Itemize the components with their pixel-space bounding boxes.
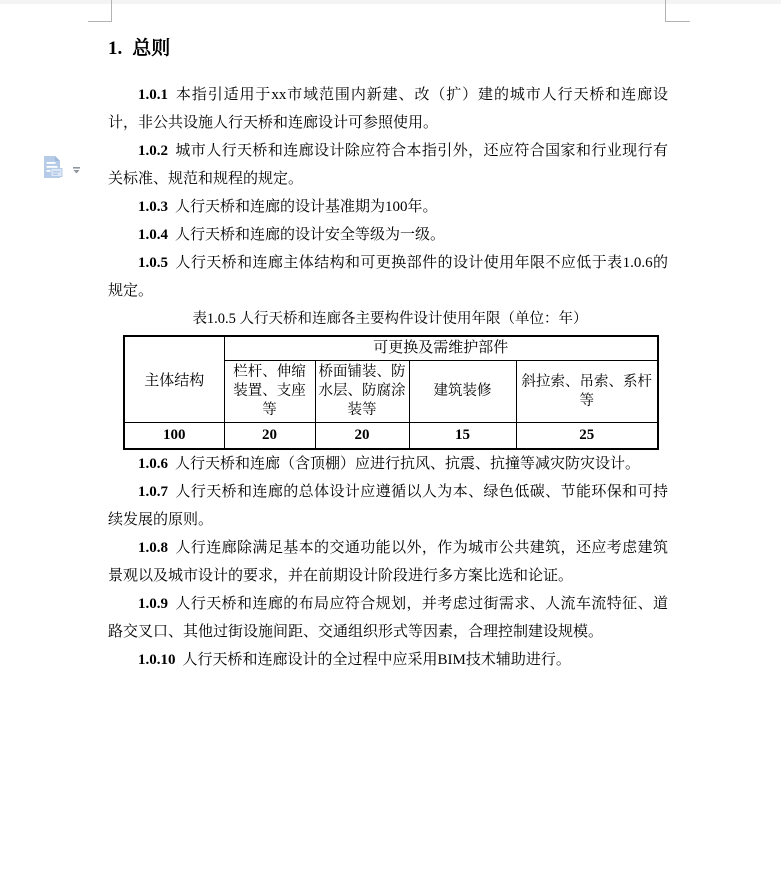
clause-1-0-10 bbox=[108, 646, 668, 674]
clause-number: 1.0.5 bbox=[138, 255, 168, 271]
clause-number: 1.0.8 bbox=[138, 539, 168, 556]
table-header-main-structure: 主体结构 bbox=[124, 336, 224, 423]
table-header-deck-pavement: 桥面铺装、防水层、防腐涂装等 bbox=[315, 361, 409, 423]
clause-1-0-7 bbox=[108, 478, 668, 534]
clause-number: 1.0.4 bbox=[138, 227, 168, 243]
clause-1-0-6 bbox=[108, 450, 668, 478]
clause-1-0-2 bbox=[108, 137, 668, 193]
clause-number: 1.0.10 bbox=[138, 651, 176, 668]
clause-text: 人行天桥和连廊的总体设计应遵循以人为本、绿色低碳、节能环保和可持续发展的原则。 bbox=[108, 483, 668, 528]
clause-1-0-5 bbox=[108, 249, 668, 305]
table-header-cables: 斜拉索、吊索、系杆等 bbox=[516, 361, 658, 423]
table-header-railings: 栏杆、伸缩装置、支座等 bbox=[224, 361, 315, 423]
clause-number: 1.0.6 bbox=[138, 455, 168, 472]
clause-number: 1.0.1 bbox=[138, 87, 168, 103]
text-boundary-crop-mark-left bbox=[88, 0, 112, 22]
clause-1-0-4 bbox=[108, 221, 668, 249]
design-service-life-table bbox=[123, 335, 659, 450]
page-top-edge bbox=[0, 0, 781, 4]
table-header-replaceable-group: 可更换及需维护部件 bbox=[224, 336, 658, 361]
table-value-deck-pavement: 20 bbox=[315, 423, 409, 449]
clause-text: 人行天桥和连廊设计的全过程中应采用BIM技术辅助进行。 bbox=[182, 651, 571, 668]
table-value-main-structure: 100 bbox=[124, 423, 224, 449]
clause-text: 人行天桥和连廊主体结构和可更换部件的设计使用年限不应低于表1.0.6的规定。 bbox=[108, 255, 668, 299]
clause-1-0-3 bbox=[108, 193, 668, 221]
clause-number: 1.0.2 bbox=[138, 143, 168, 159]
table-header-building-decoration: 建筑装修 bbox=[409, 361, 516, 423]
clause-1-0-8 bbox=[108, 534, 668, 590]
table-value-railings: 20 bbox=[224, 423, 315, 449]
clause-text: 人行天桥和连廊（含顶棚）应进行抗风、抗震、抗撞等减灾防灾设计。 bbox=[175, 455, 641, 472]
clause-number: 1.0.9 bbox=[138, 595, 168, 612]
dropdown-arrow-icon bbox=[73, 167, 80, 174]
clause-text: 人行天桥和连廊的布局应符合规划，并考虑过街需求、人流车流特征、道路交叉口、其他过街设施间距、交通组织形式等因素，合理控制建设规模。 bbox=[108, 595, 668, 640]
table-value-cables: 25 bbox=[516, 423, 658, 449]
clause-text: 人行天桥和连廊的设计安全等级为一级。 bbox=[175, 227, 446, 243]
table-caption: 表1.0.5 人行天桥和连廊各主要构件设计使用年限（单位：年） bbox=[192, 311, 588, 327]
clause-1-0-1 bbox=[108, 81, 668, 137]
section-heading bbox=[108, 33, 668, 60]
clause-number: 1.0.3 bbox=[138, 199, 168, 215]
clause-1-0-9 bbox=[108, 590, 668, 646]
clause-text: 人行天桥和连廊的设计基准期为100年。 bbox=[175, 199, 438, 215]
text-boundary-crop-mark-right bbox=[665, 0, 690, 22]
clause-text: 城市人行天桥和连廊设计除应符合本指引外，还应符合国家和行业现行有关标准、规范和规程的规定。 bbox=[108, 143, 668, 187]
paste-options-button[interactable] bbox=[40, 154, 82, 184]
heading-number: 1. bbox=[108, 38, 123, 59]
document-content[interactable] bbox=[108, 30, 668, 674]
heading-title: 总则 bbox=[132, 38, 171, 59]
clause-number: 1.0.7 bbox=[138, 483, 168, 500]
table-value-building-decoration: 15 bbox=[409, 423, 516, 449]
clause-text: 人行连廊除满足基本的交通功能以外，作为城市公共建筑，还应考虑建筑景观以及城市设计的要求，并在前期设计阶段进行多方案比选和论证。 bbox=[108, 539, 668, 584]
paste-options-document-icon bbox=[44, 156, 62, 178]
clause-text: 本指引适用于xx市域范围内新建、改（扩）建的城市人行天桥和连廊设计，非公共设施人行天桥和连廊设计可参照使用。 bbox=[108, 87, 668, 131]
